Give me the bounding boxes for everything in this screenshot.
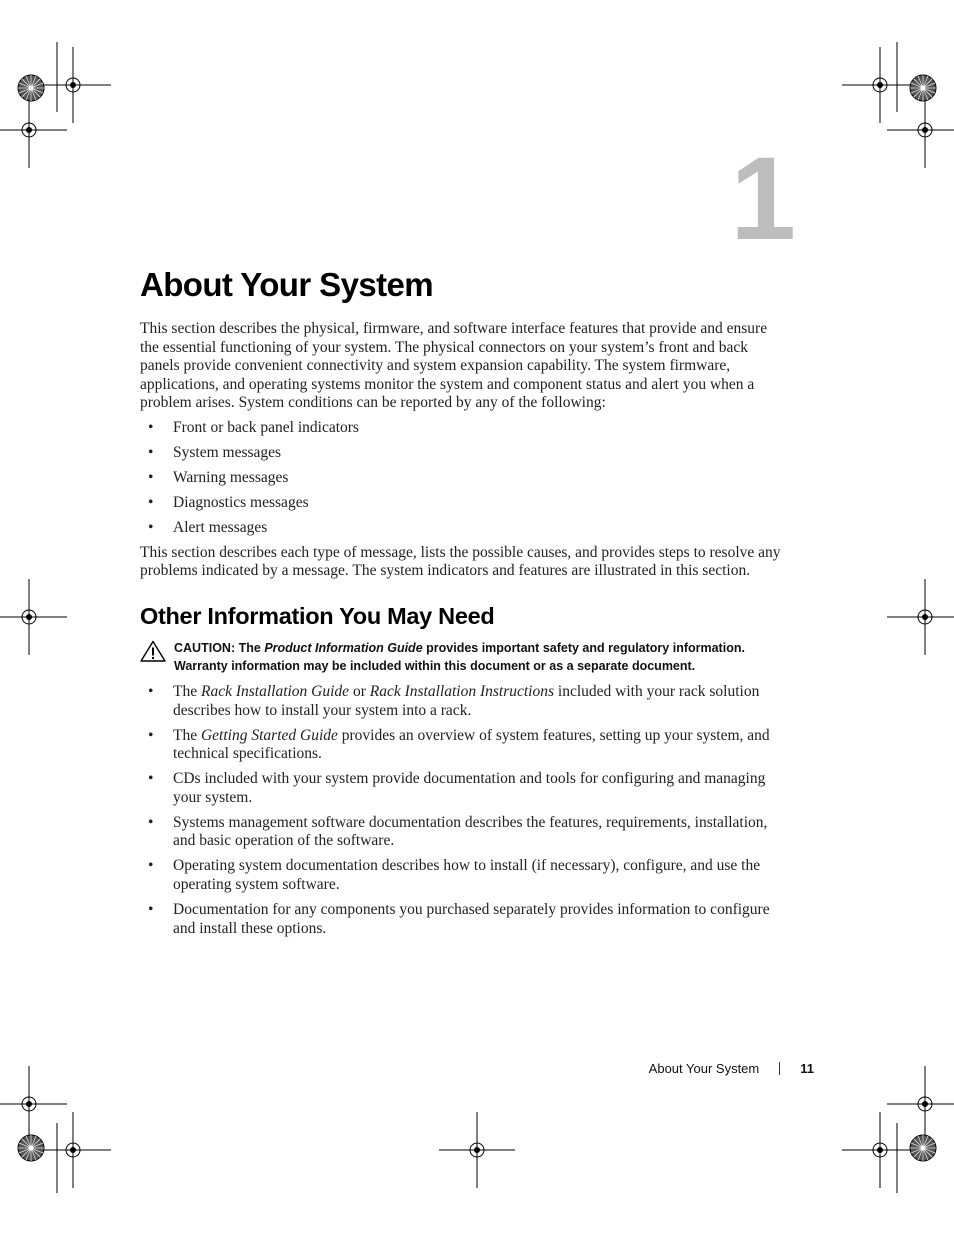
list-item: • Operating system documentation describes how to install (if necessary), configure, and use the operating system software. <box>148 857 761 893</box>
list-item: • The Getting Started Guide provides an overview of system features, setting up your system, and technical specifications. <box>148 726 770 763</box>
list-item: • Documentation for any components you purchased separately provides information to configure and install these options. <box>148 900 770 937</box>
bullet-icon: • <box>148 443 154 461</box>
page-title: About Your System <box>140 266 433 303</box>
bullet-icon: • <box>148 726 154 744</box>
registration-crosshair-icon <box>35 1112 111 1188</box>
bullet-icon: • <box>148 418 154 436</box>
bullet-icon: • <box>148 493 154 511</box>
list-item: • Front or back panel indicators <box>148 418 359 436</box>
page-number: 11 <box>800 1061 814 1076</box>
bullet-icon: • <box>148 518 154 536</box>
section-heading: Other Information You May Need <box>140 603 495 630</box>
bullet-icon: • <box>148 770 154 788</box>
list-item: • Alert messages <box>148 518 268 536</box>
footer-section-title: About Your System <box>648 1061 760 1076</box>
bullet-icon: • <box>148 900 154 918</box>
list-item: • System messages <box>148 443 282 461</box>
registration-crosshair-icon <box>842 47 918 123</box>
document-title: Product Information Guide <box>264 641 423 656</box>
registration-starburst-icon <box>18 1135 44 1161</box>
documentation-list <box>140 683 788 938</box>
caution-label: CAUTION: <box>174 641 236 656</box>
document-title: Rack Installation Instructions <box>369 683 555 701</box>
document-title: Getting Started Guide <box>200 726 338 744</box>
bullet-icon: • <box>148 683 154 701</box>
document-title: Rack Installation Guide <box>200 683 350 701</box>
bullet-icon: • <box>148 857 154 875</box>
indicator-list <box>140 419 788 538</box>
list-item: • Systems management software documentation describes the features, requirements, installation, and basic operation of the software. <box>148 813 768 850</box>
list-item: • Warning messages <box>148 468 289 486</box>
registration-starburst-icon <box>910 1135 936 1161</box>
list-item: • The Rack Installation Guide or Rack Installation Instructions included with your rack solution describes how to install your system into a rack. <box>148 683 760 719</box>
registration-starburst-icon <box>910 75 936 101</box>
registration-crosshair-icon <box>35 47 111 123</box>
chapter-number: 1 <box>730 133 794 265</box>
main-content <box>140 320 788 945</box>
registration-starburst-icon <box>18 75 44 101</box>
closing-paragraph: This section describes each type of message, lists the possible causes, and provides steps to resolve any problems indicated by a message. The system indicators and features are illustrated in this section. <box>140 543 781 580</box>
registration-crosshair-icon <box>842 1112 918 1188</box>
warning-triangle-icon <box>140 640 166 662</box>
bullet-icon: • <box>148 813 154 831</box>
list-item: • Diagnostics messages <box>148 493 309 511</box>
registration-crosshair-icon <box>439 1112 515 1188</box>
footer-divider <box>779 1062 780 1075</box>
list-item: • CDs included with your system provide documentation and tools for configuring and managing your system. <box>148 770 766 806</box>
registration-crosshair-icon <box>887 579 954 655</box>
page-footer <box>649 1061 814 1076</box>
caution-notice: CAUTION: The Product Information Guide provides important safety and regulatory information. Warranty information may be included within this document or as a separate document. <box>140 640 788 675</box>
registration-crosshair-icon <box>0 579 67 655</box>
bullet-icon: • <box>148 468 154 486</box>
intro-paragraph: This section describes the physical, firmware, and software interface features that provide and ensure the essential functioning of your system. The physical connectors on your system’s front and back panels provide convenient connectivity and system expansion capability. The system firmware, applications, and operating systems monitor the system and component status and alert you when a problem arises. System conditions can be reported by any of the following: <box>140 320 768 412</box>
